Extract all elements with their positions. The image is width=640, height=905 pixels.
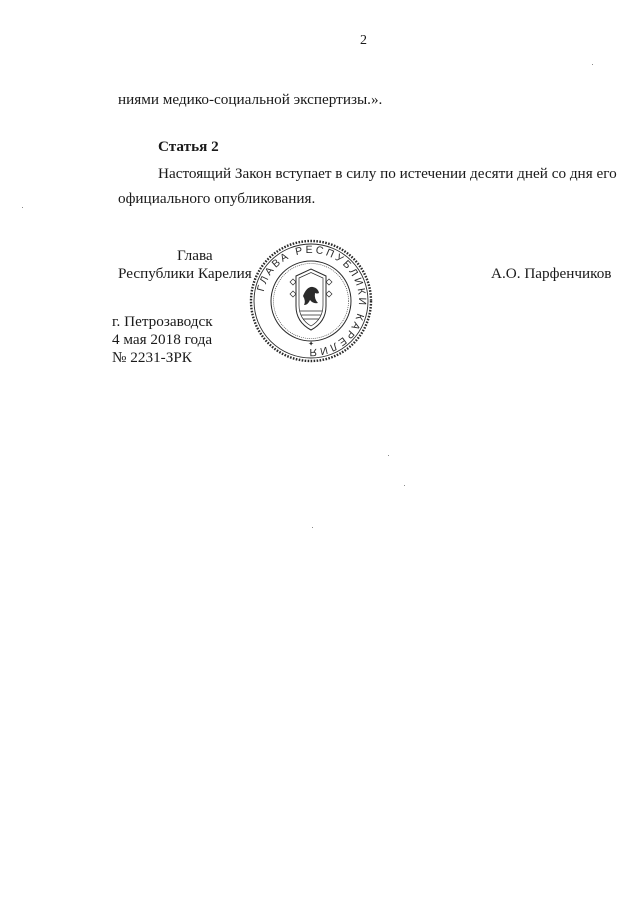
signer-title-line-1: Глава bbox=[177, 247, 213, 264]
official-seal bbox=[248, 238, 374, 364]
law-number: № 2231-ЗРК bbox=[112, 349, 192, 366]
article-heading: Статья 2 bbox=[158, 138, 219, 155]
scan-speck bbox=[312, 527, 313, 528]
signing-date: 4 мая 2018 года bbox=[112, 331, 213, 348]
seal-star-icon: ✦ bbox=[308, 340, 314, 348]
scan-speck bbox=[388, 455, 389, 456]
seal-image bbox=[248, 238, 374, 364]
signer-name: А.О. Парфенчиков bbox=[491, 265, 612, 282]
coat-of-arms-icon bbox=[290, 269, 332, 330]
article-text-line-1: Настоящий Закон вступает в силу по истечении десяти дней со дня его bbox=[158, 165, 617, 182]
place-of-signing: г. Петрозаводск bbox=[112, 313, 213, 330]
seal-text: ГЛАВА РЕСПУБЛИКИ КАРЕЛИЯ bbox=[255, 243, 369, 359]
paragraph-continuation: ниями медико-социальной экспертизы.». bbox=[118, 91, 383, 108]
scan-speck bbox=[22, 207, 23, 208]
article-text-line-2: официального опубликования. bbox=[118, 190, 316, 207]
signer-title-line-2: Республики Карелия bbox=[118, 265, 252, 282]
scan-speck bbox=[592, 64, 593, 65]
page-number: 2 bbox=[360, 33, 367, 48]
scan-speck bbox=[404, 485, 405, 486]
